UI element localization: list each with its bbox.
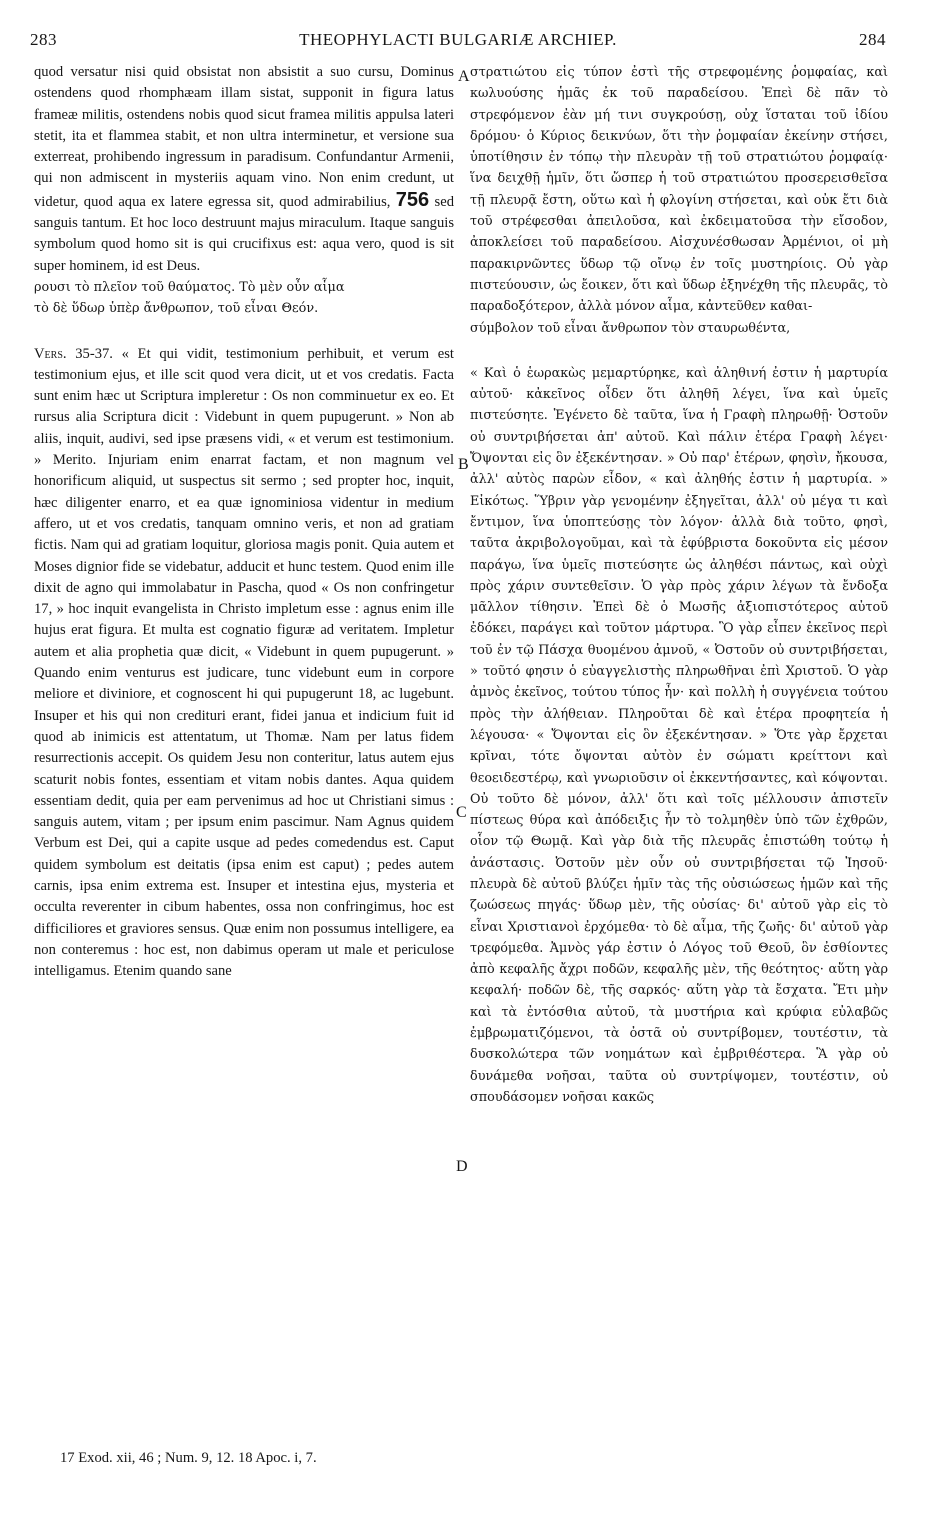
page-number-right: 284 <box>859 30 886 49</box>
greek-span-text-2: τὸ δὲ ὕδωρ ὑπὲρ ἄνθρωπον, τοῦ εἶναι Θεόν. <box>34 301 319 317</box>
latin-column <box>34 62 454 982</box>
latin-text: quod versatur nisi quid obsistat non absistit a suo cursu, Dominus ostendens quod rhomphæam illam sistat, supponit in figura latus frameæ militis, ostendens nobis quod sicut framea militis appulsa lateri stetit, ita et flammea stabit, et non ultra interminetur, et versione sua exterreat, prohibendo ingressum in paradisum. Confundantur Armenii, qui non admiscent in mysteriis aquam vino. Non enim credunt, ut videtur, quod aqua ex latere egressa sit, quod admirabilius, <box>34 64 454 210</box>
greek-span-text: ρουσι τὸ πλεῖον τοῦ θαύματος. Τὸ μὲν οὖν αἷμα <box>34 279 345 295</box>
column-number: 756 <box>395 188 430 211</box>
running-title: THEOPHYLACTI BULGARIÆ ARCHIEP. <box>299 30 617 49</box>
page-number-left: 283 <box>30 30 57 49</box>
latin-text: 35-37. « Et qui vidit, testimonium perhibuit, et verum est testimonium ejus, et ille scit quod vera dicit, ut et vos credatis. Facta sunt enim hæc ut Scriptura impleretur : Os non comminuetur ex eo. Et rursus alia Scriptura dicit : Videbunt in quem pupugerunt. » Non ab aliis, inquit, audivi, sed ipse præsens vidi, « et verum est testimonium. » Merito. Injuriam enim enarrat factam, et non magnum vel honorificum aliquid, ut suspectus sit sermo ; sed propter hoc, inquit, hæc diligenter enarro, et ea quæ ignominiosa videntur in medium affero, ut et vos credatis, tanquam omnino veris, et non ad gratiam fictis. Nam qui ad gratiam loquitur, gloriosa magis ponit. Quia autem et Moses dignior fide se videbatur, adducit et hunc testem. Quod enim ille dixit de agno qui immolabatur in Pascha, quod « Os non confringetur 17, » hoc inquit evangelista in Christo impletum esse : agnus enim ille hujus erat figura. Et multa est cognatio figuræ ad veritatem. Impletur autem et alia prophetia quæ dicit, « Videbunt in quem pupugerunt. » Quando enim venturus est judicare, tunc videbunt eum in corpore meliore et diviniore, et cognoscent hi qui pupugerunt 18, ac lugebunt. Insuper et his qui non credituri erant, fidei janua et indicium fuit id quod ab inimicis est attentatum, ut Thomæ. Nam per latus fidem resurrectionis accepit. Os quidem Jesu non conteritur, latus autem ejus scaturit nobis fontes, essentiam et vitam nobis dantes. Aqua quidem essentiam dedit, quia per eam pervenimus ad hoc ut Christiani simus : sanguis autem, vitam ; per ipsum enim pascimur. Nam Agnus quidem Verbum est Dei, qui a capite usque ad pedes comedendus est. Caput quidem symbolum est deitatis (ipsa enim est caput) ; pedes autem carnis, ipsa enim extrema est. Insuper et intestina ejus, mysteria et occulta reverenter in cibum habentes, ossa non confringimus, hoc est difficiliores et graviores sensus. Quæ enim non possumus intelligere, ea non conteremus : hoc est, non dabimus operam ut male et periculose intelligamus. Etenim quando sane <box>34 345 454 980</box>
greek-paragraph-1: στρατιώτου εἰς τύπον ἐστὶ τῆς στρεφομένης ῥομφαίας, καὶ κωλυούσης ἡμᾶς ἐκ τοῦ παραδείσου. Ἐπεὶ δὲ πᾶν τὸ στρεφόμενον ἐὰν μή τινι συγκρούσῃ, οὐχ ἵσταται τοῦ ἰδίου δρόμου· ὁ Κύριος δεικνύων, ὅτι τὴν ῥομφαίαν ἐκείνην στήσει, ὑποτίθησιν ἐν τόπῳ τὴν πλευρὰν τῇ τοῦ στρατιώτου ῥομφαίᾳ· ἵνα δειχθῇ ἡμῖν, ὅτι ὥσπερ ἡ τοῦ στρατιώτου προσερεισθεῖσα τῇ πλευρᾷ ἔστη, οὕτω καὶ ἡ φλογίνη στήσεται, καὶ οὐκ ἔτι διὰ τοῦ στρέφεσθαι ἀπειλοῦσα, καὶ ἐκδειματοῦσα τὴν εἴσοδον, ἀποκλείσει τοῦ παραδείσου. Αἰσχυνέσθωσαν Ἀρμένιοι, οἱ μὴ παρακιρνῶντες ὕδωρ τῷ οἴνῳ ἐν τοῖς μυστηρίοις. Οὐ γὰρ πιστεύουσιν, ὡς ἔοικεν, ὅτι καὶ ὕδωρ ἐξηνέχθη τῆς πλευρᾶς, τὸ παραδοξότερον, ἀλλὰ μόνον αἷμα, κἀντεῦθεν καθαι- <box>470 65 888 315</box>
margin-letter-c: C <box>456 804 467 821</box>
latin-paragraph-2 <box>34 344 454 983</box>
running-header <box>30 30 886 56</box>
spacer <box>470 339 888 363</box>
greek-column <box>470 62 888 1108</box>
spacer <box>34 320 454 344</box>
greek-spanning-line-left <box>34 277 454 320</box>
footnotes: 17 Exod. xii, 46 ; Num. 9, 12. 18 Apoc. i, 7. <box>60 1450 317 1466</box>
greek-spanning-line-right: σύμβολον τοῦ εἶναι ἄνθρωπον τὸν σταυρωθέντα, <box>470 320 791 336</box>
verse-label: Vers. <box>34 345 67 362</box>
latin-paragraph-1 <box>34 62 454 277</box>
margin-letter-d: D <box>456 1158 468 1175</box>
greek-paragraph-2: « Καὶ ὁ ἑωρακὼς μεμαρτύρηκε, καὶ ἀληθινή ἐστιν ἡ μαρτυρία αὐτοῦ· κἀκεῖνος οἶδεν ὅτι ἀληθῆ λέγει, ἵνα καὶ ὑμεῖς πιστεύσητε. Ἐγένετο δὲ ταῦτα, ἵνα ἡ Γραφὴ πληρωθῇ· Ὀστοῦν οὐ συντριβήσεται ἀπ' αὐτοῦ. Καὶ πάλιν ἑτέρα Γραφὴ λέγει· Ὄψονται εἰς ὃν ἐξεκέντησαν. » Οὐ παρ' ἑτέρων, φησὶν, ἤκουσα, ἀλλ' αὐτὸς παρὼν εἶδον, « καὶ ἀληθής ἐστιν ἡ μαρτυρία. » Εἰκότως. Ὕβριν γὰρ γενομένην ἐξηγεῖται, ἀλλ' οὐ μέγα τι καὶ ἔντιμον, ἵνα ὑποπτεύσῃς τὸν λόγον· ἀλλὰ διὰ τοῦτο, φησὶ, ταῦτα ἀκριβολογοῦμαι, καὶ τὰ ἐφύβριστα δοκοῦντα εἰς μέσον παράγω, ἵνα ὑμεῖς πιστεύσητε ὡς ἀληθέσι πάντως, καὶ οὐχὶ πρὸς χάριν συντεθεῖσιν. Ὁ γὰρ πρὸς χάριν λέγων τὰ ἔνδοξα μᾶλλον τίθησιν. Ἐπεὶ δὲ ὁ Μωσῆς ἀξιοπιστότερος αὐτοῦ ἐδόκει, παράγει καὶ τοῦτον μάρτυρα. Ὃ γὰρ εἶπεν ἐκεῖνος περὶ τοῦ ἐν τῷ Πάσχα θυομένου ἀμνοῦ, « Ὀστοῦν οὐ συντριβήσεται, » τοῦτό φησιν ὁ εὐαγγελιστὴς πληρωθῆναι ἐπὶ Χριστοῦ. Ὁ γὰρ ἀμνὸς ἐκεῖνος, τούτου τύπος ἦν· καὶ πολλὴ ἡ συγγένεια τούτου πρὸς τὴν ἀλήθειαν. Πληροῦται δὲ καὶ ἑτέρα προφητεία ἡ λέγουσα· « Ὄψονται εἰς ὃν ἐξεκέντησαν. » Ὅτε γὰρ ἔρχεται κρῖναι, τότε ὄψονται αὐτὸν ἐν σώματι κρείττονι καὶ θεοειδεστέρῳ, καὶ γνωριοῦσιν οἱ ἐκκεντήσαντες, καὶ κόψονται. Οὐ τοῦτο δὲ μόνον, ἀλλ' ὅτι καὶ τοῖς μέλλουσιν ἀπιστεῖν πίστεως θύρα καὶ ἀπόδειξις ἦν τὸ τολμηθὲν ὑπὸ τῶν ἐχθρῶν, οἷον τῷ Θωμᾷ. Καὶ γὰρ διὰ τῆς πλευρᾶς ἐπιστώθη τούτῳ ἡ ἀνάστασις. Ὀστοῦν μὲν οὖν οὐ συντριβήσεται τῷ Ἰησοῦ· πλευρὰ δὲ αὐτοῦ βλύζει ἡμῖν τὰς τῆς οὐσιώσεως ἡμῶν καὶ τῆς ζωώσεως πηγάς· ὕδωρ μὲν, τῆς οὐσίας· δι' αὐτοῦ γὰρ εἰς τὸ εἶναι Χριστιανοὶ ἐρχόμεθα· τὸ δὲ αἷμα, τῆς ζωῆς· δι' αὐτοῦ γὰρ τρεφόμεθα. Ἀμνὸς γάρ ἐστιν ὁ Λόγος τοῦ Θεοῦ, ὃν ἐσθίοντες ἀπὸ κεφαλῆς ἄχρι ποδῶν, κεφαλῆς μὲν, τῆς θεότητος· αὕτη γὰρ κεφαλή· ποδῶν δὲ, τῆς σαρκός· αὕτη γὰρ τὰ ἔσχατα. Ἔτι μὴν καὶ τὰ ἐντόσθια αὐτοῦ, τὰ μυστήρια καὶ κρύφια εὐλαβῶς ἐμβρωματιζόμενοι, τὰ ὀστᾶ οὐ συντρίβομεν, τουτέστιν, τὰ δυσκολώτερα τῶν νοημάτων καὶ ἐμβριθέστερα. Ἃ γὰρ οὐ δυνάμεθα νοῆσαι, ταῦτα οὐ συντρίψομεν, τουτέστιν, οὐ σπουδάσομεν νοῆσαι κακῶς <box>470 365 888 1105</box>
latin-text: sed sanguis tantum. Et hoc loco destruunt majus miraculum. Itaque sanguis symbolum quod homo sit is qui crucifixus est: aqua vero, quod is sit super hominem, id est Deus. <box>34 193 454 274</box>
margin-letter-b: B <box>458 456 469 473</box>
margin-letter-a: A <box>458 68 470 85</box>
